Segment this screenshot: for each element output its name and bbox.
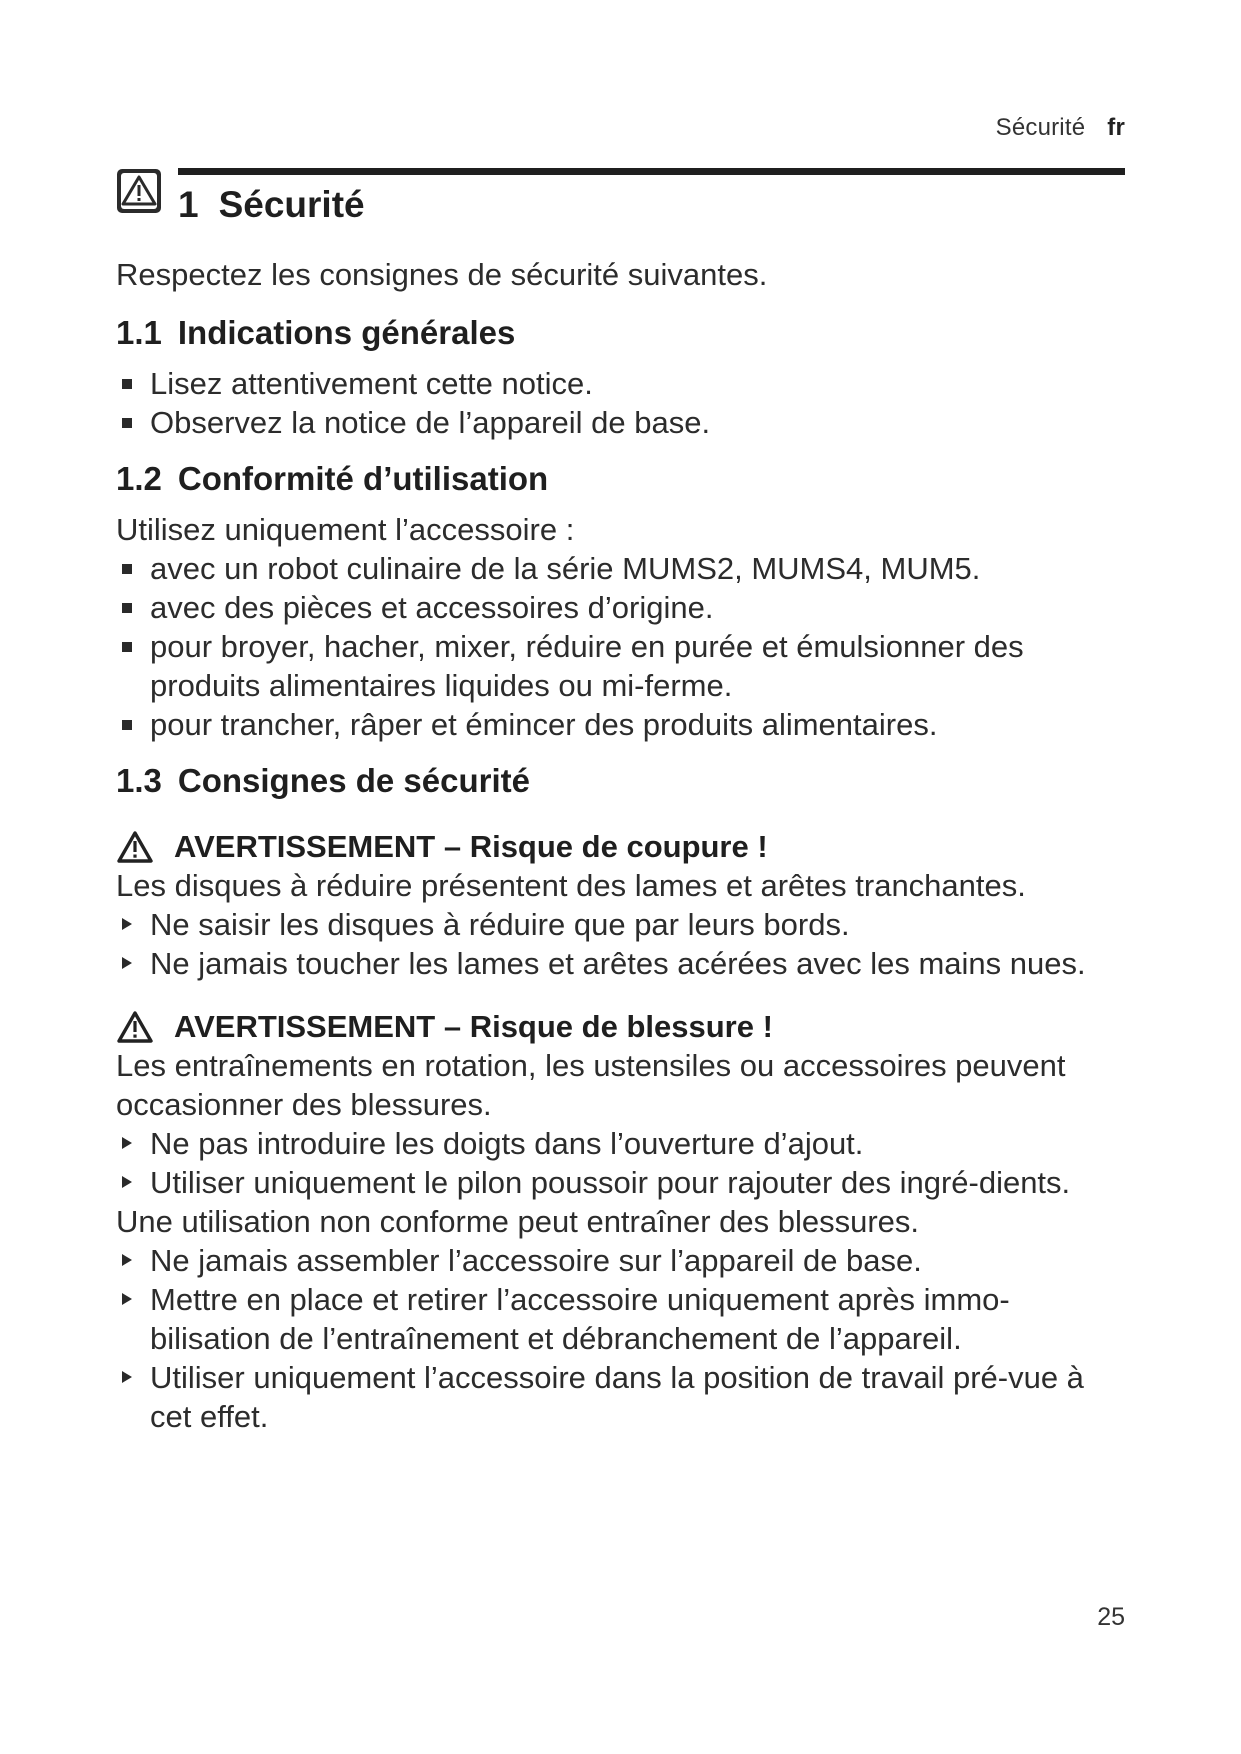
warning-title: AVERTISSEMENT – Risque de blessure ! — [174, 1009, 773, 1044]
warning-triangle-icon — [116, 168, 162, 214]
chapter-rule — [178, 168, 1125, 175]
chapter-title — [178, 180, 365, 230]
warning-injury-list — [116, 1124, 1128, 1202]
warning-misuse-list — [116, 1241, 1128, 1436]
list-item: avec des pièces et accessoires d’origine. — [116, 588, 1128, 627]
chapter-intro: Respectez les consignes de sécurité suivantes. — [116, 257, 768, 292]
list-item: Observez la notice de l’appareil de base. — [116, 403, 1128, 442]
list-item: Ne saisir les disques à réduire que par leurs bords. — [116, 905, 1128, 944]
language-code: fr — [1107, 114, 1125, 141]
warning-title: AVERTISSEMENT – Risque de coupure ! — [174, 829, 768, 864]
usage-list — [116, 549, 1128, 744]
section-heading-safety — [116, 759, 1128, 803]
section-number: 1.2 — [116, 460, 162, 497]
list-item: avec un robot culinaire de la série MUMS2, MUMS4, MUM5. — [116, 549, 1128, 588]
section-heading-usage — [116, 457, 1128, 501]
section-title: Conformité d’utilisation — [177, 460, 549, 497]
list-item: Lisez attentivement cette notice. — [116, 364, 1128, 403]
warning-icon — [116, 1010, 154, 1044]
section-title: Consignes de sécurité — [177, 762, 530, 799]
warning-text: Les entraînements en rotation, les ustensiles ou accessoires peuvent occasionner des blessures. — [116, 1048, 1066, 1122]
list-item: pour broyer, hacher, mixer, réduire en purée et émulsionner des produits alimentaires liquides ou mi-ferme. — [116, 627, 1128, 705]
list-item: Ne pas introduire les doigts dans l’ouverture d’ajout. — [116, 1124, 1128, 1163]
warning-text: Les disques à réduire présentent des lames et arêtes tranchantes. — [116, 868, 1026, 903]
list-item: Utiliser uniquement l’accessoire dans la position de travail pré-vue à cet effet. — [116, 1358, 1128, 1436]
warning-text: Une utilisation non conforme peut entraîner des blessures. — [116, 1204, 920, 1239]
warning-heading-injury — [116, 1007, 1128, 1046]
section-title: Indications générales — [177, 314, 516, 351]
warning-icon — [116, 830, 154, 864]
usage-intro: Utilisez uniquement l’accessoire : — [116, 512, 575, 547]
section-heading-general — [116, 311, 1128, 355]
running-header — [996, 114, 1125, 142]
warning-cut-list — [116, 905, 1128, 983]
general-list — [116, 364, 1128, 442]
running-header-section: Sécurité — [995, 114, 1086, 141]
list-item: Mettre en place et retirer l’accessoire uniquement après immo-bilisation de l’entraînement et débranchement de l’appareil. — [116, 1280, 1128, 1358]
chapter-number: 1 — [178, 184, 199, 225]
list-item: Utiliser uniquement le pilon poussoir pour rajouter des ingré-dients. — [116, 1163, 1128, 1202]
page-number: 25 — [1097, 1603, 1125, 1631]
section-number: 1.1 — [116, 314, 162, 351]
warning-heading-cut — [116, 827, 1128, 866]
section-number: 1.3 — [116, 762, 162, 799]
list-item: pour trancher, râper et émincer des produits alimentaires. — [116, 705, 1128, 744]
list-item: Ne jamais assembler l’accessoire sur l’appareil de base. — [116, 1241, 1128, 1280]
list-item: Ne jamais toucher les lames et arêtes acérées avec les mains nues. — [116, 944, 1128, 983]
content — [116, 255, 1128, 1436]
chapter-title-text: Sécurité — [218, 184, 365, 225]
